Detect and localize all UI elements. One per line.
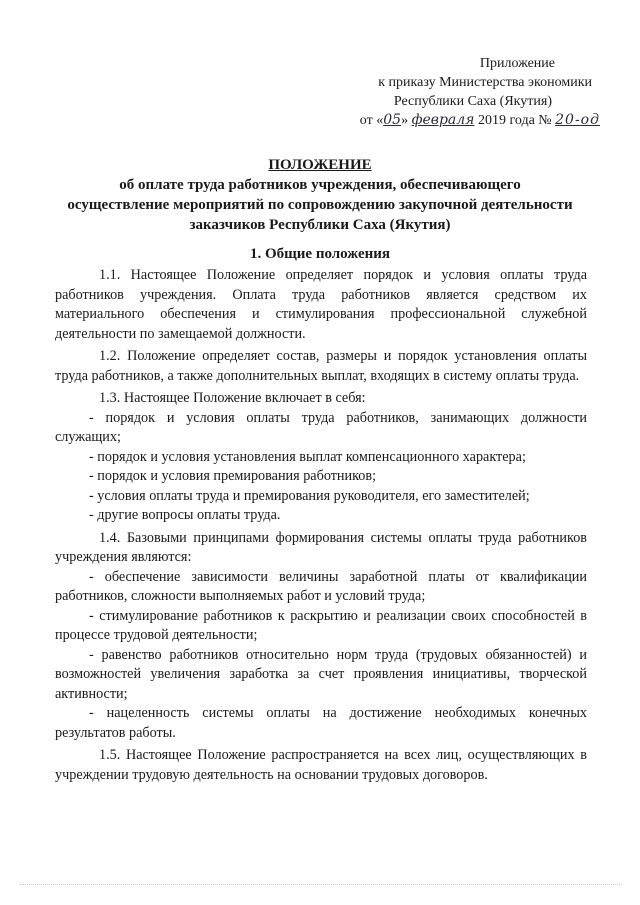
list-item: - порядок и условия премирования работников; — [89, 468, 377, 484]
title-line: об оплате труда работников учреждения, обеспечивающего — [119, 177, 521, 193]
date-prefix: от « — [359, 113, 384, 128]
date-mid: » — [401, 113, 409, 128]
order-date-line — [300, 111, 600, 130]
list-item: - нацеленность системы оплаты на достижение необходимых конечных результатов работы. — [55, 705, 587, 741]
date-month: февраля — [411, 112, 475, 128]
date-day: 05 — [383, 112, 402, 128]
section-heading: 1. Общие положения — [249, 246, 391, 262]
list-item: - условия оплаты труда и премирования руководителя, его заместителей; — [89, 487, 530, 504]
date-year: 2019 года № — [477, 113, 552, 128]
list-item: - порядок и условия оплаты труда работников, занимающих должности служащих; — [55, 409, 587, 445]
list-item: - стимулирование работников к раскрытию и реализации своих способностей в процессе трудовой деятельности; — [55, 607, 587, 643]
paragraph-1-4: 1.4. Базовыми принципами формирования системы оплаты труда работников учреждения являются: — [55, 529, 587, 565]
paragraph-1-2: 1.2. Положение определяет состав, размеры и порядок установления оплаты труда работников, а также дополнительных выплат, входящих в систему оплаты труда. — [55, 348, 587, 384]
order-reference: к приказу Министерства экономики — [378, 75, 592, 90]
document-title — [40, 155, 600, 235]
list-item: - порядок и условия установления выплат компенсационного характера; — [89, 448, 526, 465]
paragraph-1-3: 1.3. Настоящее Положение включает в себя: — [99, 390, 366, 406]
order-number: 20-од — [555, 112, 600, 128]
list-item: - другие вопросы оплаты труда. — [89, 507, 281, 523]
appendix-label: Приложение — [479, 56, 555, 71]
page-bottom-divider — [20, 884, 620, 885]
appendix-header — [300, 54, 600, 130]
list-item: - обеспечение зависимости величины заработной платы от квалификации работников, сложности выполняемых работ и условий труда; — [55, 568, 587, 604]
republic-name: Республики Саха (Якутия) — [393, 94, 552, 109]
title-line: заказчиков Республики Саха (Якутия) — [189, 217, 451, 233]
title-line: осуществление мероприятий по сопровождению закупочной деятельности — [67, 197, 573, 213]
section-body — [55, 266, 587, 785]
title-main: ПОЛОЖЕНИЕ — [268, 157, 372, 173]
paragraph-1-5: 1.5. Настоящее Положение распространяется на всех лиц, осуществляющих в учреждении трудовую деятельность на основании трудовых договоров. — [55, 747, 587, 783]
paragraph-1-1: 1.1. Настоящее Положение определяет порядок и условия оплаты труда работников учреждения. Оплата труда работников является средством их материального обеспечения и стимулирования профессиональной служебной деятельности по замещаемой должности. — [55, 267, 587, 342]
list-item: - равенство работников относительно норм труда (трудовых обязанностей) и возможностей увеличения заработка за счет проявления инициативы, творческой активности; — [55, 646, 587, 702]
